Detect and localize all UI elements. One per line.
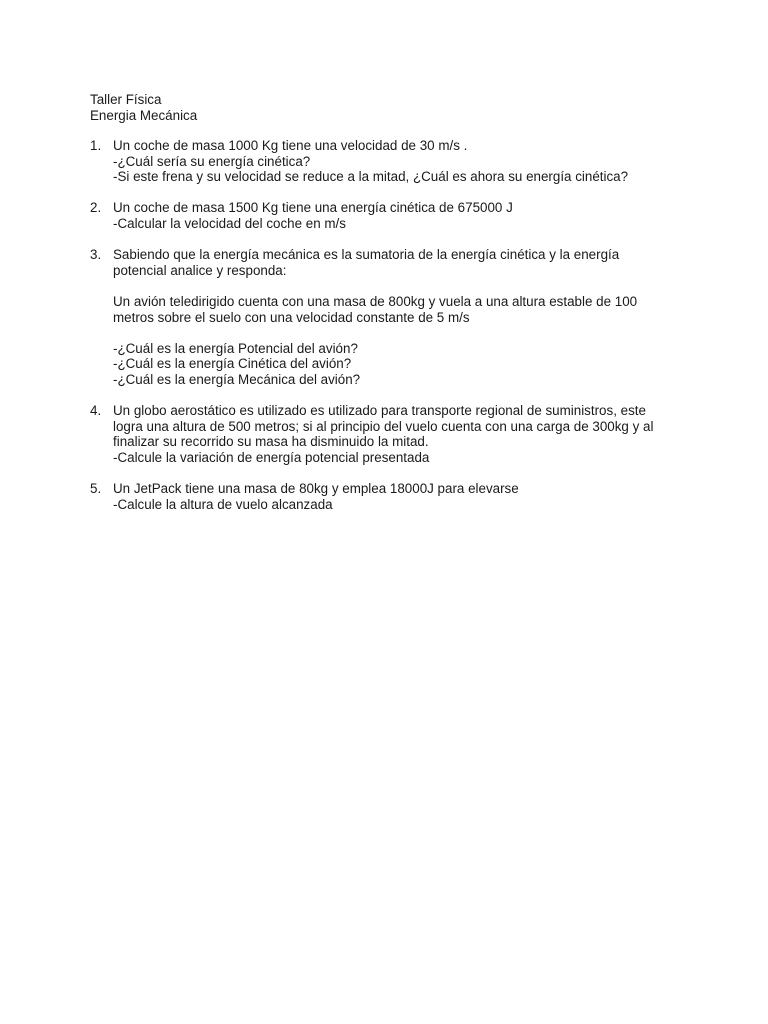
question-intro: Sabiendo que la energía mecánica es la sumatoria de la energía cinética y la energía: [113, 247, 620, 263]
sub-question: -Calcular la velocidad del coche en m/s: [113, 215, 346, 231]
question-5: [90, 481, 690, 512]
sub-question: -Calcule la variación de energía potencial presentada: [113, 449, 430, 465]
sub-question: -¿Cuál es la energía Potencial del avión?: [113, 340, 358, 356]
question-number: 1.: [90, 138, 102, 153]
question-text: logra una altura de 500 metros; si al principio del vuelo cuenta con una carga de 300kg y al: [113, 418, 654, 434]
question-number: 3.: [90, 247, 102, 263]
document-title: Taller Física: [90, 92, 162, 107]
paragraph-gap: [113, 325, 690, 341]
sub-question: -Calcule la altura de vuelo alcanzada: [113, 496, 333, 512]
sub-question: -Si este frena y su velocidad se reduce a la mitad, ¿Cuál es ahora su energía cinética?: [113, 169, 629, 185]
sub-question: -¿Cuál sería su energía cinética?: [113, 153, 311, 169]
document-header: [90, 92, 197, 123]
question-number: 5.: [90, 481, 102, 497]
question-4: [90, 403, 690, 465]
sub-question: -¿Cuál es la energía Cinética del avión?: [113, 356, 352, 372]
question-3: [90, 247, 690, 387]
question-number: 2.: [90, 200, 102, 216]
paragraph-gap: [113, 278, 690, 294]
question-scenario: metros sobre el suelo con una velocidad constante de 5 m/s: [113, 309, 470, 325]
document-subtitle: Energia Mecánica: [90, 107, 198, 123]
sub-question: -¿Cuál es la energía Mecánica del avión?: [113, 371, 361, 387]
question-scenario: Un avión teledirigido cuenta con una masa de 800kg y vuela a una altura estable de 100: [113, 293, 638, 309]
question-text: Un JetPack tiene una masa de 80kg y emplea 18000J para elevarse: [113, 481, 519, 497]
question-text: Un coche de masa 1500 Kg tiene una energía cinética de 675000 J: [113, 200, 513, 216]
question-text: finalizar su recorrido su masa ha disminuido la mitad.: [113, 434, 429, 450]
question-list: [90, 138, 690, 528]
question-1: [90, 138, 690, 185]
question-number: 4.: [90, 403, 102, 419]
question-intro: potencial analice y responda:: [113, 262, 287, 278]
question-2: [90, 200, 690, 231]
question-text: Un globo aerostático es utilizado es utilizado para transporte regional de suministros, este: [113, 403, 646, 419]
question-text: Un coche de masa 1000 Kg tiene una velocidad de 30 m/s .: [113, 138, 468, 153]
